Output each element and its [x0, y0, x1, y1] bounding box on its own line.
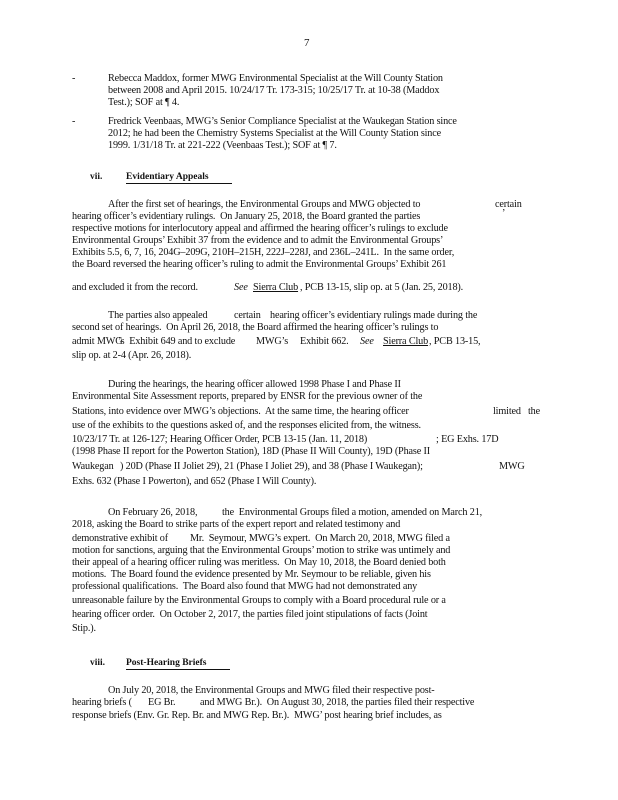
para-line: respective motions for interlocutory appeal and affirmed the hearing officer’s rulings to exclude — [72, 223, 448, 234]
para-line: unreasonable failure by the Environmental Groups to comply with a Board procedural rule or a — [72, 595, 446, 606]
section-number: viii. — [90, 658, 106, 668]
para-line: During the hearings, the hearing officer allowed 1998 Phase I and Phase II — [108, 379, 401, 390]
bullet-line: 2012; he had been the Chemistry Systems Specialist at the Will County Station since — [108, 128, 441, 139]
para-line: hearing officer’s evidentiary rulings. On January 25, 2018, the Board granted the parties — [72, 211, 421, 222]
para-line: ; EG Exhs. 17D — [436, 434, 499, 445]
para-line: Mr. Seymour, MWG’s expert. On March 20, 2018, MWG filed a — [190, 533, 450, 544]
section-number: vii. — [90, 172, 103, 182]
para-line: 10/23/17 Tr. at 126-127; Hearing Officer Order, PCB 13-15 (Jan. 11, 2018) — [72, 434, 368, 445]
citation-signal: See — [234, 282, 248, 293]
para-line: Stip.). — [72, 623, 96, 634]
bullet-dash: - — [72, 116, 76, 127]
para-line: hearing briefs ( — [72, 697, 132, 708]
para-line: MWG’s — [256, 336, 289, 347]
bullet-line: between 2008 and April 2015. 10/24/17 Tr. 173-315; 10/25/17 Tr. at 10-38 (Maddox — [108, 85, 440, 96]
para-line: , PCB 13-15, — [429, 336, 481, 347]
para-line: ) 20D (Phase II Joliet 29), 21 (Phase I Joliet 29), and 38 (Phase I Waukegan); — [120, 461, 423, 472]
para-line: Environmental Site Assessment reports, prepared by ENSR for the previous owner of the — [72, 391, 423, 402]
bullet-line: Test.); SOF at ¶ 4. — [108, 97, 180, 108]
para-line: , PCB 13-15, slip op. at 5 (Jan. 25, 2018). — [300, 282, 464, 293]
para-line: After the first set of hearings, the Environmental Groups and MWG objected to — [108, 199, 421, 210]
section-underline — [126, 183, 232, 184]
para-line: second set of hearings. On April 26, 2018, the Board affirmed the hearing officer’s rulings to — [72, 322, 439, 333]
para-line: motions. The Board found the evidence presented by Mr. Seymour to be reliable, given his — [72, 569, 431, 580]
para-line: their appeal of a hearing officer ruling was meritless. On May 10, 2018, the Board denied both — [72, 557, 446, 568]
para-line: (1998 Phase II report for the Powerton Station), 18D (Phase II Will County), 19D (Phase II — [72, 446, 430, 457]
para-line: hearing officer’s evidentiary rulings made during the — [270, 310, 478, 321]
page-number: 7 — [304, 37, 310, 49]
para-line: 2018, asking the Board to strike parts of the expert report and related testimony and — [72, 519, 401, 530]
para-line: ’ — [502, 208, 506, 219]
para-line: response briefs (Env. Gr. Rep. Br. and MWG Rep. Br.). MWG’ post hearing brief includes, as — [72, 710, 442, 721]
section-title: Evidentiary Appeals — [126, 172, 209, 182]
para-line: limited the — [493, 406, 540, 417]
para-line: the Environmental Groups filed a motion, amended on March 21, — [222, 507, 483, 518]
para-line: hearing officer order. On October 2, 2017, the parties filed joint stipulations of facts (Joint — [72, 609, 428, 620]
para-line: On July 20, 2018, the Environmental Groups and MWG filed their respective post- — [108, 685, 435, 696]
para-line: certain — [234, 310, 261, 321]
para-line: The parties also appealed — [108, 310, 208, 321]
para-line: demonstrative exhibit of — [72, 533, 168, 544]
bullet-line: 1999. 1/31/18 Tr. at 221-222 (Veenbaas Test.); SOF at ¶ 7. — [108, 140, 337, 151]
para-line: Stations, into evidence over MWG’s objections. At the same time, the hearing officer — [72, 406, 409, 417]
para-line: professional qualifications. The Board also found that MWG had not demonstrated any — [72, 581, 418, 592]
para-line: and MWG Br.). On August 30, 2018, the parties filed their respective — [200, 697, 475, 708]
para-line: Environmental Groups’ Exhibit 37 from the evidence and to admit the Environmental Groups’ — [72, 235, 444, 246]
para-line: slip op. at 2-4 (Apr. 26, 2018). — [72, 350, 192, 361]
para-line: the Board reversed the hearing officer’s ruling to admit the Environmental Groups’ Exhibit 261 — [72, 259, 447, 270]
para-line: admit MWG — [72, 336, 123, 347]
para-line: Exhibits 5.5, 6, 7, 16, 204G–209G, 210H–215H, 222J–228J, and 236L–241L. In the same order, — [72, 247, 455, 258]
citation-signal: See — [360, 336, 374, 347]
para-line: and excluded it from the record. — [72, 282, 198, 293]
bullet-dash: - — [72, 73, 76, 84]
para-line: MWG — [499, 461, 525, 472]
para-line: Exhs. 632 (Phase I Powerton), and 652 (Phase I Will County). — [72, 476, 317, 487]
para-line: On February 26, 2018, — [108, 507, 198, 518]
bullet-line: Fredrick Veenbaas, MWG’s Senior Compliance Specialist at the Waukegan Station since — [108, 116, 457, 127]
section-underline — [126, 669, 230, 670]
para-line: Exhibit 662. — [300, 336, 349, 347]
para-line: EG Br. — [148, 697, 176, 708]
para-line: certain — [495, 199, 522, 210]
section-title: Post-Hearing Briefs — [126, 658, 207, 668]
para-line: motion for sanctions, arguing that the Environmental Groups’ motion to strike was untimely and — [72, 545, 451, 556]
para-line: ’s Exhibit 649 and to exclude — [118, 336, 236, 347]
bullet-line: Rebecca Maddox, former MWG Environmental Specialist at the Will County Station — [108, 73, 443, 84]
case-name: Sierra Club — [383, 336, 429, 347]
para-line: Waukegan — [72, 461, 114, 472]
case-name: Sierra Club — [253, 282, 299, 293]
para-line: use of the exhibits to the questions asked of, and the responses elicited from, the witness. — [72, 420, 421, 431]
